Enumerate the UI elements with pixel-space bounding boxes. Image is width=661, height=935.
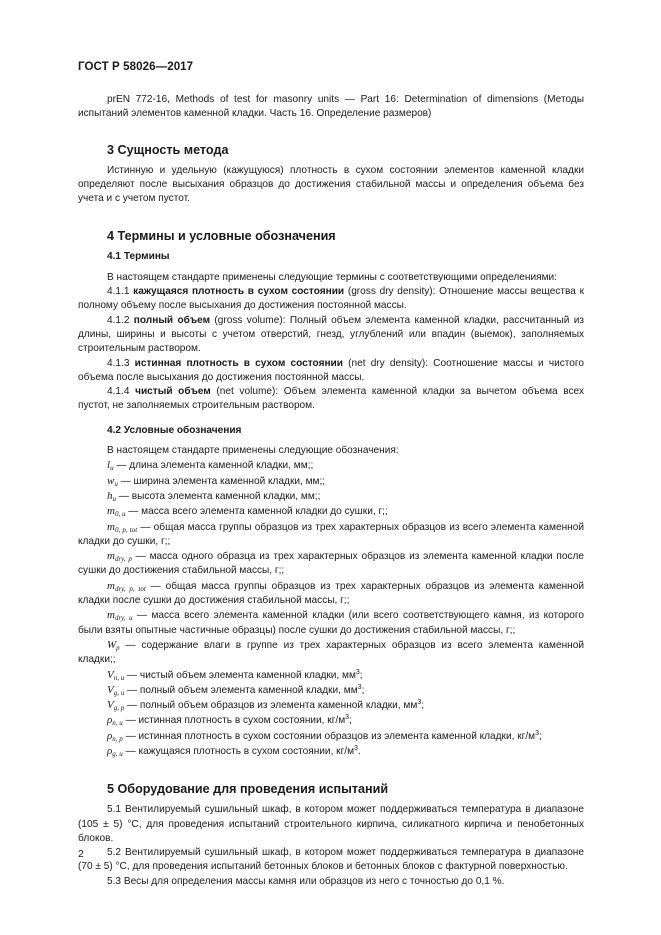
symbol-subscript: 0, p, tot <box>114 525 138 534</box>
superscript: 3 <box>355 668 360 676</box>
symbol-entry <box>78 608 584 638</box>
symbol-description: — общая масса группы образцов из трех характерных образцов из элемента каменной кладки после сушки до достижения стабильной массы, г; <box>78 580 584 607</box>
subsection-4-1-title: 4.1 Термины <box>107 251 170 263</box>
symbol-subscript: g, u <box>113 688 125 697</box>
symbol-entry <box>78 489 584 504</box>
entry-ending: ; <box>359 669 363 681</box>
symbol-subscript: dry, p <box>114 555 132 564</box>
symbol-entry <box>78 744 584 759</box>
symbol-subscript: n, u <box>113 673 125 682</box>
symbol-description: — масса одного образца из трех характерных образцов из элемента каменной кладки после сушки до достижения стабильной массы, г; <box>78 551 584 577</box>
section-4-title: 4 Термины и условные обозначения <box>107 229 336 244</box>
symbol-description: — масса всего элемента каменной кладки до сушки, г; <box>125 506 385 518</box>
symbol <box>107 745 123 757</box>
entry-ending: ; <box>317 490 321 502</box>
symbol-base: m <box>107 579 115 592</box>
symbol-entry <box>78 549 584 579</box>
entry-ending: ; <box>112 654 116 666</box>
term-number: 4.1.2 <box>107 314 134 326</box>
term-number: 4.1.1 <box>107 286 134 298</box>
entry-ending: ; <box>384 506 388 518</box>
reference-entry: prEN 772-16, Methods of test for masonry units — Part 16: Determination of dimensions (Методы испытаний элементов каменной кладки. Часть 16. Определение размеров) <box>78 94 584 120</box>
symbol-entry <box>78 474 584 489</box>
term-text: (net volume): Объем элемента каменной кладки за вычетом объема всех пустот, не заполняемых строительным раствором. <box>78 386 584 412</box>
symbol-entry <box>78 698 584 713</box>
symbol-subscript: n, u <box>112 719 123 728</box>
term-name: кажущаяся плотность в сухом состоянии <box>133 286 345 298</box>
equipment-list <box>78 803 584 889</box>
entry-ending: ; <box>421 700 425 712</box>
symbol <box>107 505 125 517</box>
symbol-base: ρ <box>107 714 113 727</box>
document-header: ГОСТ Р 58026—2017 <box>78 61 194 73</box>
entry-ending: ; <box>322 475 326 487</box>
entry-ending: ; <box>538 730 542 742</box>
entry-ending: ; <box>310 460 314 472</box>
symbol-description: — масса всего элемента каменной кладки (или всего соответствующего камня, из которого были взяты опытные частичные образцы) после сушки до достижения стабильной массы, г; <box>78 610 584 636</box>
symbol-subscript: u <box>114 479 118 488</box>
symbol-description: — длина элемента каменной кладки, мм; <box>113 460 311 472</box>
section-5-title: 5 Оборудование для проведения испытаний <box>107 782 389 797</box>
symbol <box>107 730 123 742</box>
term-name: чистый объем <box>135 386 211 398</box>
symbol-base: h <box>107 489 113 502</box>
symbol <box>107 684 124 696</box>
symbol <box>107 550 132 562</box>
page-number: 2 <box>78 848 84 860</box>
symbol-entry <box>78 638 584 668</box>
symbol-entry <box>78 729 584 744</box>
symbol <box>107 475 118 487</box>
entry-ending: ; <box>512 624 516 636</box>
symbol-description: — высота элемента каменной кладки, мм; <box>116 490 318 502</box>
symbol-base: V <box>107 699 114 712</box>
symbol-description: — полный объем образцов из элемента каменной кладки, мм <box>124 700 418 712</box>
entry-ending: ; <box>349 715 352 727</box>
symbol-subscript: 0, u <box>114 510 126 519</box>
symbol-base: ρ <box>107 729 113 742</box>
symbol-subscript: dry, u <box>114 614 133 623</box>
symbol-subscript: dry, p, tot <box>114 584 146 593</box>
symbol-subscript: u <box>110 464 114 473</box>
symbol <box>107 521 137 533</box>
terms-list <box>78 285 584 414</box>
symbol-subscript: g, p <box>113 704 125 713</box>
symbol <box>107 609 133 621</box>
equipment-item: 5.2 Вентилируемый сушильный шкаф, в котором может поддерживаться температура в диапазоне (70 ± 5) °С, для проведения испытаний бетонных блоков и бетонных блоков с фактурной поверхностью. <box>78 847 584 873</box>
superscript: 3 <box>345 714 350 722</box>
term-number: 4.1.4 <box>107 386 136 398</box>
symbol-entry <box>78 683 584 698</box>
symbol-description: — ширина элемента каменной кладки, мм; <box>117 475 323 487</box>
term-text: (gross dry density): Отношение массы вещества к полному объему после высыхания до достижения постоянной массы. <box>78 286 585 312</box>
symbol-base: m <box>107 505 115 518</box>
superscript: 3 <box>417 699 422 707</box>
symbol-base: W <box>107 638 117 651</box>
symbol-base: V <box>107 683 114 696</box>
equipment-item: 5.3 Весы для определения массы камня или образцов из него с точностью до 0,1 %. <box>107 875 505 887</box>
term-text: (gross volume): Полный объем элемента каменной кладки, рассчитанный из длины, ширины и высоты с учетом отверстий, гнезд, углублений или впадин (выемок), заполняемых строительным раствором. <box>78 314 584 355</box>
symbol-subscript: n, p <box>112 734 123 743</box>
superscript: 3 <box>535 729 539 737</box>
symbol-description: — истинная плотность в сухом состоянии, кг/м <box>122 715 346 727</box>
symbol-subscript: p <box>116 643 120 652</box>
section-3-text: Истинную и удельную (кажущуюся) плотность в сухом состоянии элементов каменной кладки определяют после высыхания образцов до достижения стабильной массы и определения объема без учета и с учетом пустот. <box>78 164 584 205</box>
symbol-entry <box>78 713 584 728</box>
symbol <box>107 714 123 726</box>
symbol-entry <box>78 668 584 683</box>
symbol-entry <box>78 458 584 473</box>
symbol <box>107 580 146 592</box>
terms-intro: В настоящем стандарте применены следующие термины с соответствующими определениями: <box>107 271 557 283</box>
symbol-base: ρ <box>107 744 113 757</box>
symbol-base: m <box>107 550 115 563</box>
document-body <box>78 93 584 889</box>
symbol <box>107 639 120 651</box>
entry-ending: ; <box>281 565 285 577</box>
symbol-entry <box>78 520 584 550</box>
symbol-description: — кажущаяся плотность в сухом состоянии, кг/м <box>122 745 355 757</box>
symbol <box>107 699 124 711</box>
term-name: истинная плотность в сухом состоянии <box>134 357 343 369</box>
term-text: (net dry density): Соотношение массы и чистого объема после высыхания до достижения постоянной массы. <box>78 357 584 383</box>
symbol <box>107 490 116 502</box>
symbol-base: V <box>107 668 114 681</box>
term-definition <box>78 314 584 357</box>
symbol-base: w <box>107 474 115 487</box>
symbol-entry <box>78 579 584 609</box>
symbol-subscript: g, u <box>112 749 123 758</box>
symbol-description: — полный объем элемента каменной кладки, мм <box>124 684 358 696</box>
symbol-description: — истинная плотность в сухом состоянии образцов из элемента каменной кладки, кг/м <box>122 730 536 742</box>
entry-ending: ; <box>167 535 171 547</box>
symbol-subscript: u <box>112 494 116 503</box>
term-definition <box>78 357 584 386</box>
section-3-title: 3 Сущность метода <box>107 142 229 157</box>
superscript: 3 <box>354 744 358 752</box>
symbol-entry <box>78 504 584 519</box>
equipment-item: 5.1 Вентилируемый сушильный шкаф, в котором может поддерживаться температура в диапазоне (105 ± 5) °С, для проведения испытаний строительного кирпича, силикатного кирпича и пенобетонных блоков. <box>78 804 584 844</box>
symbol-description: — содержание влаги в группе из трех характерных образцов из всего элемента каменной кладки; <box>78 639 584 666</box>
symbols-list <box>78 458 584 759</box>
entry-ending: ; <box>346 595 350 607</box>
term-name: полный объем <box>133 314 211 326</box>
term-definition <box>78 385 584 414</box>
symbol-description: — общая масса группы образцов из трех характерных образцов из всего элемента каменной кладки до сушки, г; <box>78 521 584 547</box>
subsection-4-2-title: 4.2 Условные обозначения <box>107 424 242 436</box>
symbols-intro: В настоящем стандарте применены следующие обозначения: <box>107 445 399 457</box>
superscript: 3 <box>357 683 362 691</box>
symbol-base: l <box>107 459 111 472</box>
term-number: 4.1.3 <box>107 357 135 369</box>
symbol-description: — чистый объем элемента каменной кладки, мм <box>124 669 356 681</box>
term-definition <box>78 285 584 314</box>
symbol-base: m <box>107 609 115 622</box>
entry-ending: ; <box>361 684 365 696</box>
symbol-base: m <box>107 520 115 533</box>
entry-ending: . <box>357 745 361 757</box>
symbol <box>107 669 124 681</box>
